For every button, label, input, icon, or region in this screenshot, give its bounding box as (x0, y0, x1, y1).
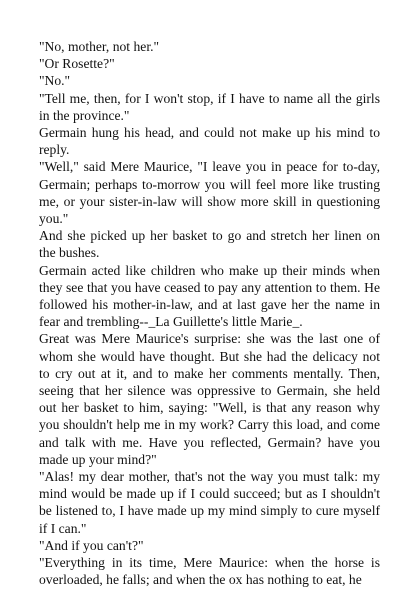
paragraph: "Everything in its time, Mere Maurice: when the horse is overloaded, he falls; and when the ox has nothing to eat, he (39, 555, 380, 588)
paragraph: "Or Rosette?" (39, 56, 115, 72)
document-page (39, 38, 380, 589)
paragraph: Germain hung his head, and could not make up his mind to reply. (39, 125, 380, 158)
paragraph: "No." (39, 73, 71, 89)
paragraph: Great was Mere Maurice's surprise: she was the last one of whom she would have thought. But she had the delicacy not to cry out at it, and to make her comments mentally. Then, seeing that her silence was oppressive to Germain, she held out her basket to him, saying: "Well, is that any reason why you shouldn't help me in my work? Carry this load, and come and talk with me. Have you reflected, Germain? have you made up your mind?" (39, 331, 380, 467)
paragraph: "Tell me, then, for I won't stop, if I have to name all the girls in the province." (39, 90, 380, 123)
paragraph: "Well," said Mere Maurice, "I leave you in peace for to-day, Germain; perhaps to-morrow you will feel more like trusting me, or your sister-in-law will show more skill in questioning you." (39, 159, 380, 227)
paragraph: "No, mother, not her." (39, 39, 160, 54)
paragraph: And she picked up her basket to go and stretch her linen on the bushes. (39, 228, 380, 261)
paragraph: "And if you can't?" (39, 537, 144, 553)
paragraph: "Alas! my dear mother, that's not the way you must talk: my mind would be made up if I could succeed; but as I shouldn't be listened to, I have made up my mind simply to cure myself if I can." (39, 469, 380, 536)
paragraph: Germain acted like children who make up their minds when they see that you have ceased to pay any attention to them. He followed his mother-in-law, and at last gave her the name in fear and trembling--_La Guillette's little Marie_. (39, 262, 380, 330)
